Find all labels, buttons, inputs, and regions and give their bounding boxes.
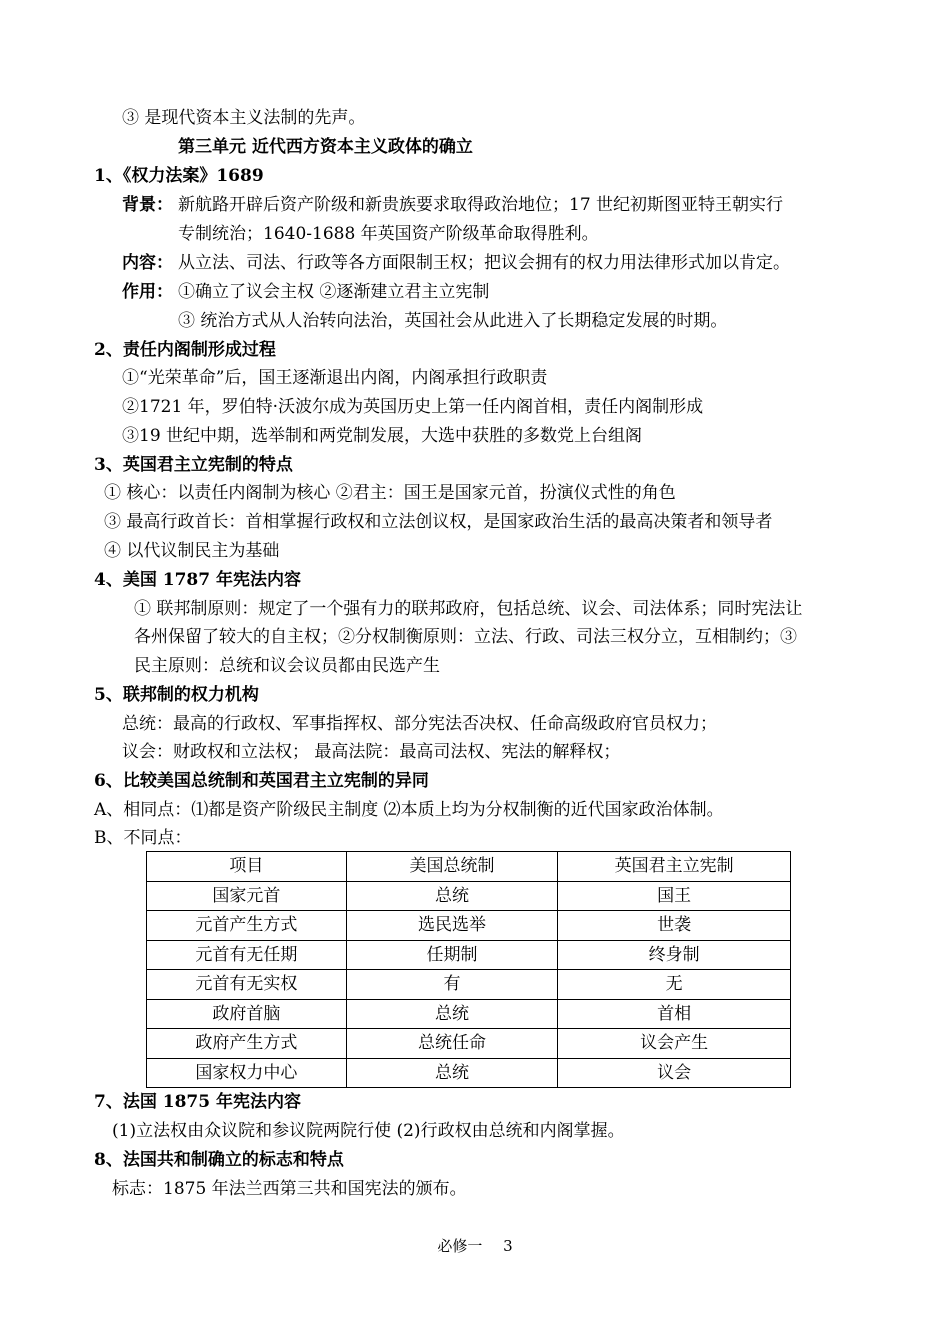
table-cell: 总统任命 xyxy=(346,1029,558,1059)
table-cell: 终身制 xyxy=(558,940,791,970)
unit-title: 第三单元 近代西方资本主义政体的确立 xyxy=(178,137,473,157)
table-header-cell: 项目 xyxy=(147,852,347,882)
table-cell: 总统 xyxy=(346,1058,558,1088)
table-cell: 世袭 xyxy=(558,911,791,941)
table-cell: 总统 xyxy=(346,999,558,1029)
table-header-cell: 英国君主立宪制 xyxy=(558,852,791,882)
text-line: ④ 以代议制民主为基础 xyxy=(104,541,280,561)
section-heading: 6、比较美国总统制和英国君主立宪制的异同 xyxy=(94,771,429,791)
text-line: B、不同点： xyxy=(94,828,192,848)
field-label: 内容： xyxy=(122,253,173,273)
table-cell: 政府产生方式 xyxy=(147,1029,347,1059)
page-footer xyxy=(0,1235,950,1256)
table-cell: 无 xyxy=(558,970,791,1000)
table-cell: 总统 xyxy=(346,881,558,911)
table-cell: 国家权力中心 xyxy=(147,1058,347,1088)
text-line: 专制统治；1640-1688 年英国资产阶级革命取得胜利。 xyxy=(178,224,599,244)
table-cell: 首相 xyxy=(558,999,791,1029)
text-line: 议会：财政权和立法权； 最高法院：最高司法权、宪法的解释权； xyxy=(122,742,621,762)
table-cell: 国家元首 xyxy=(147,881,347,911)
section-heading: 7、法国 1875 年宪法内容 xyxy=(94,1092,301,1112)
section-heading: 5、联邦制的权力机构 xyxy=(94,685,259,705)
text-line: 新航路开辟后资产阶级和新贵族要求取得政治地位；17 世纪初斯图亚特王朝实行 xyxy=(178,195,784,215)
page-number: 3 xyxy=(503,1237,513,1255)
table-row xyxy=(147,1058,791,1088)
table-row xyxy=(147,881,791,911)
section-heading: 2、责任内阁制形成过程 xyxy=(94,340,276,360)
table-cell: 有 xyxy=(346,970,558,1000)
text-line: ③19 世纪中期，选举制和两党制发展，大选中获胜的多数党上台组阁 xyxy=(122,426,643,446)
text-line: 民主原则：总统和议会议员都由民选产生 xyxy=(134,656,440,676)
text-line: ③ 统治方式从人治转向法治，英国社会从此进入了长期稳定发展的时期。 xyxy=(178,311,728,331)
table-cell: 国王 xyxy=(558,881,791,911)
text-line: 从立法、司法、行政等各方面限制王权；把议会拥有的权力用法律形式加以肯定。 xyxy=(178,253,790,273)
table-cell: 议会 xyxy=(558,1058,791,1088)
text-line: (1)立法权由众议院和参议院两院行使 (2)行政权由总统和内阁掌握。 xyxy=(112,1121,625,1141)
text-line: ③ 是现代资本主义法制的先声。 xyxy=(122,108,366,128)
table-cell: 元首有无任期 xyxy=(147,940,347,970)
section-heading: 8、法国共和制确立的标志和特点 xyxy=(94,1150,344,1170)
section-heading: 4、美国 1787 年宪法内容 xyxy=(94,570,301,590)
field-label: 背景： xyxy=(122,195,173,215)
text-line: ②1721 年，罗伯特·沃波尔成为英国历史上第一任内阁首相，责任内阁制形成 xyxy=(122,397,704,417)
table-row xyxy=(147,970,791,1000)
text-line: 标志：1875 年法兰西第三共和国宪法的颁布。 xyxy=(112,1179,467,1199)
table-row xyxy=(147,911,791,941)
text-line: ③ 最高行政首长：首相掌握行政权和立法创议权，是国家政治生活的最高决策者和领导者 xyxy=(104,512,773,532)
table-row xyxy=(147,940,791,970)
text-line: ①确立了议会主权 ②逐渐建立君主立宪制 xyxy=(178,282,490,302)
text-line: ① 联邦制原则：规定了一个强有力的联邦政府，包括总统、议会、司法体系；同时宪法让 xyxy=(134,599,803,619)
section-heading: 3、英国君主立宪制的特点 xyxy=(94,455,293,475)
text-line: 各州保留了较大的自主权；②分权制衡原则：立法、行政、司法三权分立，互相制约；③ xyxy=(134,627,797,647)
footer-label: 必修一 xyxy=(437,1237,483,1255)
table-header-cell: 美国总统制 xyxy=(346,852,558,882)
field-label: 作用： xyxy=(122,282,173,302)
table-cell: 任期制 xyxy=(346,940,558,970)
text-line: A、相同点：⑴都是资产阶级民主制度 ⑵本质上均为分权制衡的近代国家政治体制。 xyxy=(94,800,724,820)
text-line: ①“光荣革命”后，国王逐渐退出内阁，内阁承担行政职责 xyxy=(122,368,548,388)
text-line: ① 核心：以责任内阁制为核心 ②君主：国王是国家元首，扮演仪式性的角色 xyxy=(104,483,676,503)
table-row xyxy=(147,999,791,1029)
table-cell: 议会产生 xyxy=(558,1029,791,1059)
section-heading: 1、《权力法案》1689 xyxy=(94,166,264,186)
table-cell: 选民选举 xyxy=(346,911,558,941)
table-cell: 政府首脑 xyxy=(147,999,347,1029)
text-line: 总统：最高的行政权、军事指挥权、部分宪法否决权、任命高级政府官员权力； xyxy=(122,714,717,734)
table-header-row xyxy=(147,852,791,882)
comparison-table xyxy=(146,851,791,1088)
table-row xyxy=(147,1029,791,1059)
table-cell: 元首有无实权 xyxy=(147,970,347,1000)
table-cell: 元首产生方式 xyxy=(147,911,347,941)
